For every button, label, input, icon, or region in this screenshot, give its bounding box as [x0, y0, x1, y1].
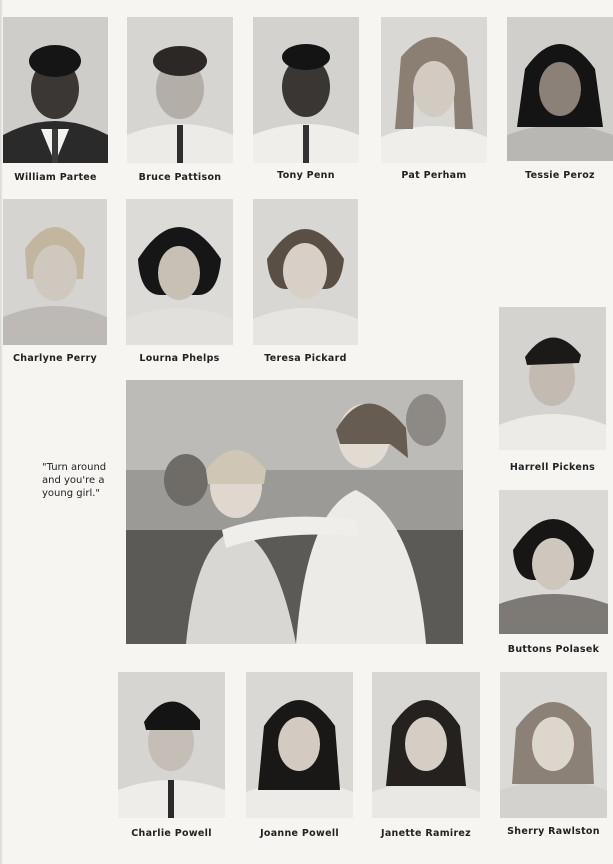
student-name: Harrell Pickens	[509, 462, 596, 473]
portrait-photo	[253, 17, 359, 163]
portrait-photo	[127, 17, 233, 163]
student-name: Teresa Pickard	[264, 353, 347, 364]
student-name: Lourna Phelps	[139, 353, 220, 364]
student-name: William Partee	[14, 172, 97, 183]
portrait-photo	[118, 672, 225, 818]
student-name: Tony Penn	[277, 170, 335, 181]
student-name: Pat Perham	[401, 170, 467, 181]
student-name: Charlyne Perry	[13, 353, 97, 364]
student-name: Charlie Powell	[131, 828, 212, 839]
portrait-photo	[499, 307, 606, 450]
portrait-photo	[126, 199, 233, 345]
portrait-photo	[381, 17, 487, 163]
student-name: Joanne Powell	[260, 828, 339, 839]
portrait-photo	[253, 199, 358, 345]
candid-photo	[126, 380, 463, 644]
student-name: Sherry Rawlston	[507, 826, 600, 837]
portrait-photo	[246, 672, 353, 818]
portrait-photo	[3, 17, 108, 163]
student-name: Tessie Peroz	[525, 170, 595, 181]
student-name: Buttons Polasek	[507, 644, 600, 655]
portrait-photo	[372, 672, 480, 818]
portrait-photo	[499, 490, 608, 634]
portrait-photo	[500, 672, 607, 818]
candid-caption: "Turn around and you're a young girl."	[42, 462, 107, 499]
student-name: Janette Ramirez	[380, 828, 472, 839]
portrait-photo	[3, 199, 107, 345]
portrait-photo	[507, 17, 613, 161]
student-name: Bruce Pattison	[138, 172, 222, 183]
